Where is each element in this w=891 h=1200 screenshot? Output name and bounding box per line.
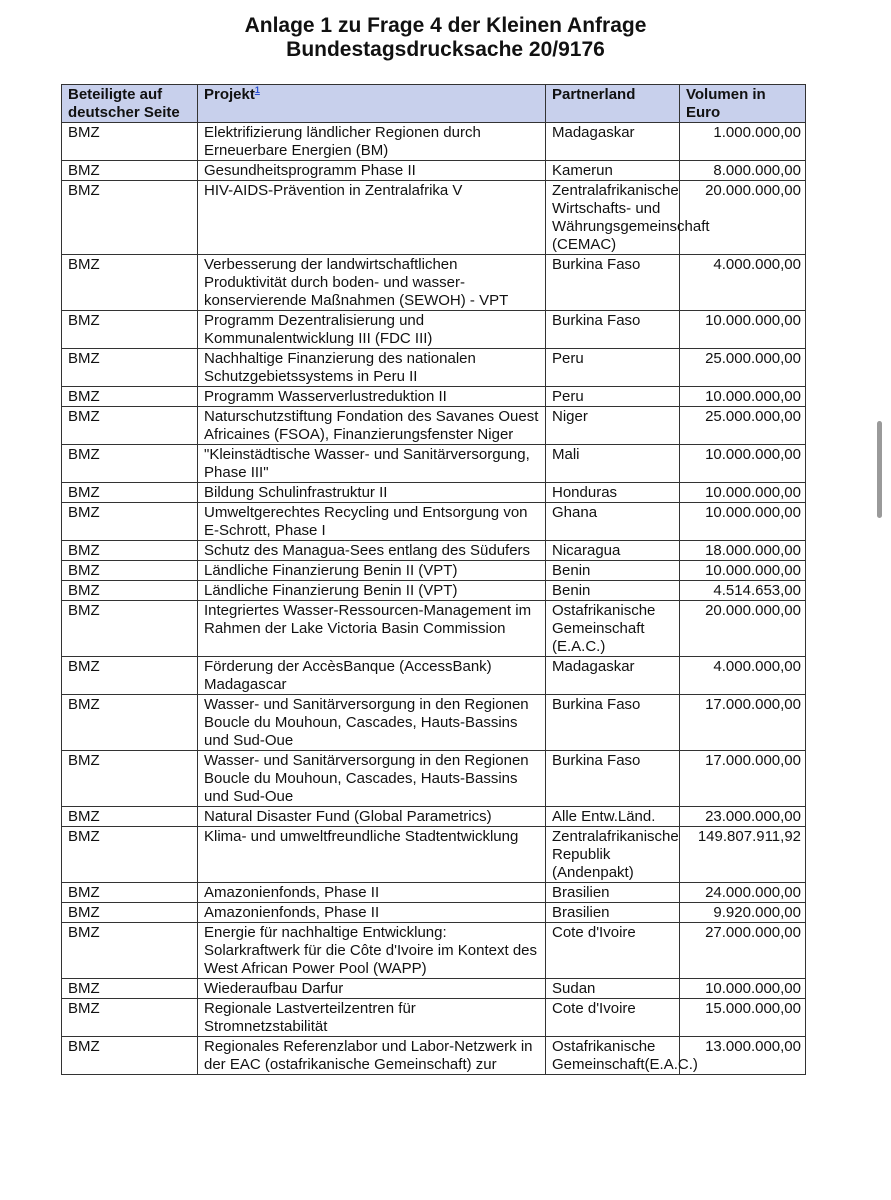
table-row xyxy=(62,1037,806,1075)
cell-beteiligte: BMZ xyxy=(62,695,198,751)
title-line-2: Bundestagsdrucksache 20/9176 xyxy=(286,38,605,61)
table-row xyxy=(62,999,806,1037)
cell-partnerland: Ostafrikanische Gemeinschaft(E.A.C.) xyxy=(546,1037,680,1075)
cell-beteiligte: BMZ xyxy=(62,903,198,923)
table-row xyxy=(62,483,806,503)
table-row xyxy=(62,751,806,807)
table-row xyxy=(62,503,806,541)
cell-beteiligte: BMZ xyxy=(62,751,198,807)
cell-projekt: Programm Wasserverlustreduktion II xyxy=(198,387,546,407)
cell-volumen: 10.000.000,00 xyxy=(680,979,806,999)
table-row xyxy=(62,979,806,999)
cell-projekt: Verbesserung der landwirtschaftlichen Produktivität durch boden- und wasser-konservierende Maßnahmen (SEWOH) - VPT xyxy=(198,255,546,311)
cell-projekt: HIV-AIDS-Prävention in Zentralafrika V xyxy=(198,181,546,255)
cell-volumen: 149.807.911,92 xyxy=(680,827,806,883)
header-beteiligte: Beteiligte auf deutscher Seite xyxy=(62,85,198,123)
title-line-1: Anlage 1 zu Frage 4 der Kleinen Anfrage xyxy=(244,14,647,37)
cell-projekt: Amazonienfonds, Phase II xyxy=(198,903,546,923)
cell-partnerland: Madagaskar xyxy=(546,657,680,695)
cell-partnerland: Burkina Faso xyxy=(546,311,680,349)
cell-projekt: Natural Disaster Fund (Global Parametrics) xyxy=(198,807,546,827)
cell-partnerland: Nicaragua xyxy=(546,541,680,561)
cell-partnerland: Mali xyxy=(546,445,680,483)
cell-partnerland: Brasilien xyxy=(546,903,680,923)
cell-volumen: 20.000.000,00 xyxy=(680,601,806,657)
cell-beteiligte: BMZ xyxy=(62,541,198,561)
cell-beteiligte: BMZ xyxy=(62,883,198,903)
cell-volumen: 24.000.000,00 xyxy=(680,883,806,903)
cell-projekt: "Kleinstädtische Wasser- und Sanitärversorgung, Phase III" xyxy=(198,445,546,483)
table-row xyxy=(62,923,806,979)
cell-partnerland: Alle Entw.Länd. xyxy=(546,807,680,827)
cell-beteiligte: BMZ xyxy=(62,561,198,581)
cell-partnerland: Brasilien xyxy=(546,883,680,903)
table-row xyxy=(62,311,806,349)
cell-partnerland: Niger xyxy=(546,407,680,445)
table-row xyxy=(62,349,806,387)
table-body xyxy=(62,123,806,1075)
cell-partnerland: Kamerun xyxy=(546,161,680,181)
cell-volumen: 8.000.000,00 xyxy=(680,161,806,181)
header-volumen: Volumen in Euro xyxy=(680,85,806,123)
table-row xyxy=(62,657,806,695)
cell-projekt: Wasser- und Sanitärversorgung in den Regionen Boucle du Mouhoun, Cascades, Hauts-Bassins und Sud-Oue xyxy=(198,695,546,751)
cell-partnerland: Cote d'Ivoire xyxy=(546,999,680,1037)
cell-projekt: Energie für nachhaltige Entwicklung: Solarkraftwerk für die Côte d'Ivoire im Kontext des West African Power Pool (WAPP) xyxy=(198,923,546,979)
table-row xyxy=(62,903,806,923)
cell-volumen: 27.000.000,00 xyxy=(680,923,806,979)
cell-beteiligte: BMZ xyxy=(62,657,198,695)
cell-beteiligte: BMZ xyxy=(62,387,198,407)
cell-projekt: Regionales Referenzlabor und Labor-Netzwerk in der EAC (ostafrikanische Gemeinschaft) zur xyxy=(198,1037,546,1075)
header-projekt-label: Projekt xyxy=(204,86,255,103)
table-row xyxy=(62,561,806,581)
cell-projekt: Klima- und umweltfreundliche Stadtentwicklung xyxy=(198,827,546,883)
cell-partnerland: Madagaskar xyxy=(546,123,680,161)
cell-beteiligte: BMZ xyxy=(62,581,198,601)
cell-volumen: 25.000.000,00 xyxy=(680,407,806,445)
footnote-link[interactable]: 1 xyxy=(254,85,260,95)
cell-beteiligte: BMZ xyxy=(62,123,198,161)
cell-volumen: 1.000.000,00 xyxy=(680,123,806,161)
cell-partnerland: Ostafrikanische Gemeinschaft (E.A.C.) xyxy=(546,601,680,657)
cell-beteiligte: BMZ xyxy=(62,407,198,445)
cell-volumen: 10.000.000,00 xyxy=(680,311,806,349)
cell-projekt: Programm Dezentralisierung und Kommunalentwicklung III (FDC III) xyxy=(198,311,546,349)
cell-projekt: Wasser- und Sanitärversorgung in den Regionen Boucle du Mouhoun, Cascades, Hauts-Bassins und Sud-Oue xyxy=(198,751,546,807)
cell-projekt: Förderung der AccèsBanque (AccessBank) Madagascar xyxy=(198,657,546,695)
cell-partnerland: Zentralafrikanische Republik (Andenpakt) xyxy=(546,827,680,883)
cell-volumen: 9.920.000,00 xyxy=(680,903,806,923)
table-row xyxy=(62,827,806,883)
cell-beteiligte: BMZ xyxy=(62,503,198,541)
cell-projekt: Ländliche Finanzierung Benin II (VPT) xyxy=(198,581,546,601)
table-row xyxy=(62,407,806,445)
cell-beteiligte: BMZ xyxy=(62,979,198,999)
table-row xyxy=(62,161,806,181)
table-row xyxy=(62,601,806,657)
cell-projekt: Integriertes Wasser-Ressourcen-Management im Rahmen der Lake Victoria Basin Commission xyxy=(198,601,546,657)
cell-beteiligte: BMZ xyxy=(62,181,198,255)
cell-beteiligte: BMZ xyxy=(62,999,198,1037)
cell-projekt: Ländliche Finanzierung Benin II (VPT) xyxy=(198,561,546,581)
table-row xyxy=(62,695,806,751)
cell-partnerland: Benin xyxy=(546,561,680,581)
header-partnerland: Partnerland xyxy=(546,85,680,123)
funding-table xyxy=(61,84,806,1075)
cell-volumen: 25.000.000,00 xyxy=(680,349,806,387)
table-header-row xyxy=(62,85,806,123)
table-row xyxy=(62,581,806,601)
cell-projekt: Amazonienfonds, Phase II xyxy=(198,883,546,903)
cell-volumen: 10.000.000,00 xyxy=(680,387,806,407)
cell-beteiligte: BMZ xyxy=(62,807,198,827)
cell-partnerland: Peru xyxy=(546,387,680,407)
cell-beteiligte: BMZ xyxy=(62,601,198,657)
cell-beteiligte: BMZ xyxy=(62,445,198,483)
cell-beteiligte: BMZ xyxy=(62,827,198,883)
cell-partnerland: Cote d'Ivoire xyxy=(546,923,680,979)
cell-partnerland: Honduras xyxy=(546,483,680,503)
cell-partnerland: Burkina Faso xyxy=(546,255,680,311)
cell-projekt: Elektrifizierung ländlicher Regionen durch Erneuerbare Energien (BM) xyxy=(198,123,546,161)
cell-partnerland: Ghana xyxy=(546,503,680,541)
cell-volumen: 17.000.000,00 xyxy=(680,751,806,807)
header-projekt xyxy=(198,85,546,123)
table-row xyxy=(62,387,806,407)
cell-projekt: Schutz des Managua-Sees entlang des Südufers xyxy=(198,541,546,561)
cell-projekt: Regionale Lastverteilzentren für Stromnetzstabilität xyxy=(198,999,546,1037)
cell-volumen: 4.000.000,00 xyxy=(680,657,806,695)
cell-volumen: 10.000.000,00 xyxy=(680,445,806,483)
cell-volumen: 17.000.000,00 xyxy=(680,695,806,751)
cell-partnerland: Zentralafrikanische Wirtschafts- und Währungsgemeinschaft (CEMAC) xyxy=(546,181,680,255)
document-title xyxy=(0,14,891,62)
cell-projekt: Umweltgerechtes Recycling und Entsorgung von E-Schrott, Phase I xyxy=(198,503,546,541)
cell-volumen: 18.000.000,00 xyxy=(680,541,806,561)
cell-volumen: 10.000.000,00 xyxy=(680,503,806,541)
cell-projekt: Wiederaufbau Darfur xyxy=(198,979,546,999)
cell-projekt: Nachhaltige Finanzierung des nationalen Schutzgebietssystems in Peru II xyxy=(198,349,546,387)
table-row xyxy=(62,255,806,311)
cell-volumen: 10.000.000,00 xyxy=(680,561,806,581)
cell-projekt: Bildung Schulinfrastruktur II xyxy=(198,483,546,503)
cell-beteiligte: BMZ xyxy=(62,311,198,349)
cell-projekt: Gesundheitsprogramm Phase II xyxy=(198,161,546,181)
cell-beteiligte: BMZ xyxy=(62,1037,198,1075)
cell-beteiligte: BMZ xyxy=(62,161,198,181)
table-row xyxy=(62,541,806,561)
cell-volumen: 13.000.000,00 xyxy=(680,1037,806,1075)
table-row xyxy=(62,123,806,161)
table-row xyxy=(62,445,806,483)
cell-beteiligte: BMZ xyxy=(62,349,198,387)
table-row xyxy=(62,883,806,903)
table-row xyxy=(62,807,806,827)
cell-beteiligte: BMZ xyxy=(62,923,198,979)
cell-beteiligte: BMZ xyxy=(62,483,198,503)
cell-partnerland: Burkina Faso xyxy=(546,695,680,751)
cell-volumen: 10.000.000,00 xyxy=(680,483,806,503)
cell-partnerland: Peru xyxy=(546,349,680,387)
scrollbar[interactable] xyxy=(877,421,882,518)
cell-partnerland: Burkina Faso xyxy=(546,751,680,807)
cell-volumen: 4.514.653,00 xyxy=(680,581,806,601)
cell-volumen: 4.000.000,00 xyxy=(680,255,806,311)
cell-beteiligte: BMZ xyxy=(62,255,198,311)
cell-volumen: 23.000.000,00 xyxy=(680,807,806,827)
cell-partnerland: Sudan xyxy=(546,979,680,999)
cell-projekt: Naturschutzstiftung Fondation des Savanes Ouest Africaines (FSOA), Finanzierungsfenster Niger xyxy=(198,407,546,445)
table-row xyxy=(62,181,806,255)
cell-volumen: 15.000.000,00 xyxy=(680,999,806,1037)
cell-partnerland: Benin xyxy=(546,581,680,601)
cell-volumen: 20.000.000,00 xyxy=(680,181,806,255)
